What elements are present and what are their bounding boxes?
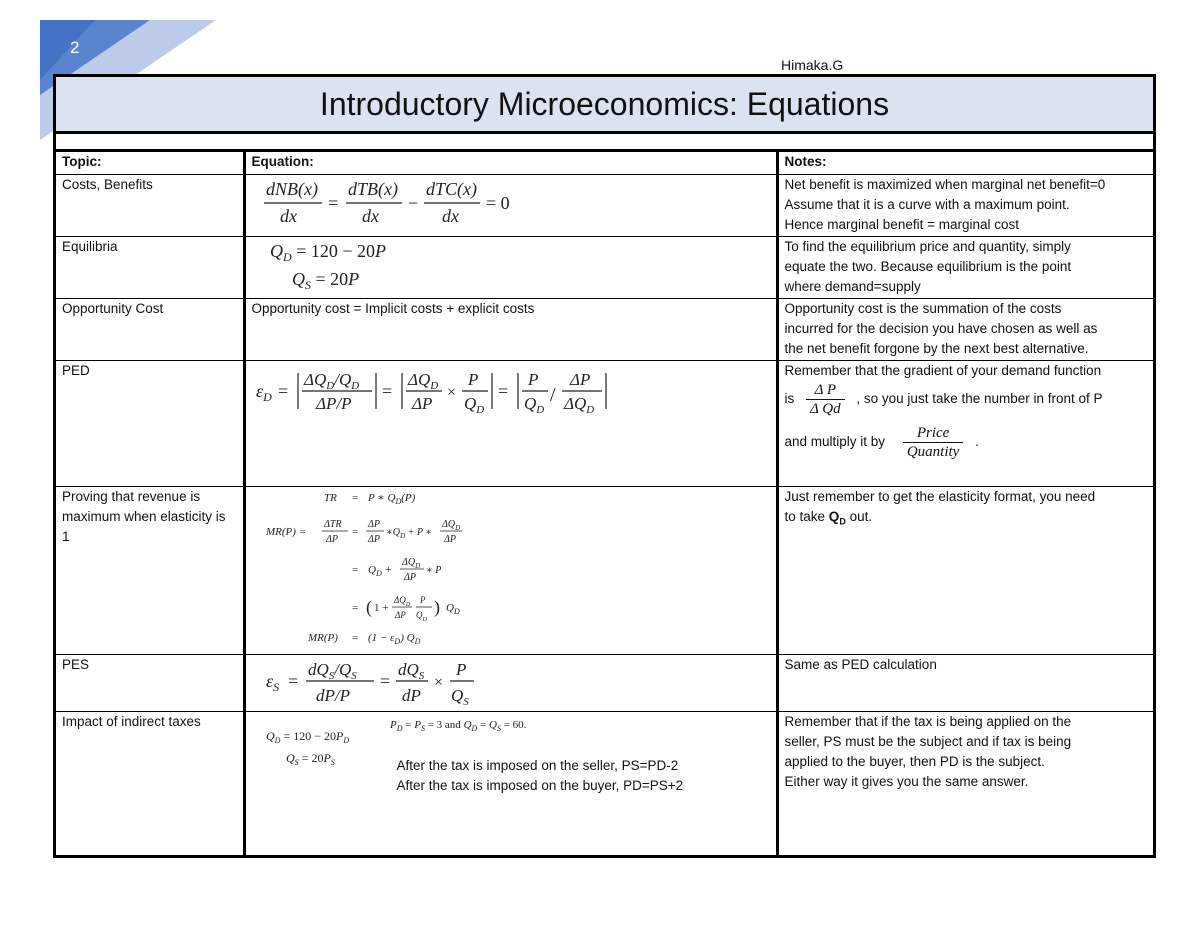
svg-text:/: / [549, 383, 556, 406]
svg-text:P: P [455, 659, 466, 679]
notes-cell [777, 486, 1153, 654]
svg-text:dx: dx [441, 205, 459, 226]
note-line [785, 507, 1148, 532]
marginal-net-benefit-equation [252, 175, 552, 231]
author-name: Himaka.G [781, 57, 844, 73]
svg-text:ΔP: ΔP [443, 533, 456, 545]
pes-equation [252, 655, 482, 709]
table-row [56, 174, 1153, 236]
svg-text:=: = [497, 380, 508, 401]
note-line: Just remember to get the elasticity format, you need [784, 488, 1096, 504]
fraction-numerator: Δ P [806, 381, 845, 400]
svg-text:=: = [351, 631, 358, 644]
table-row [56, 486, 1153, 654]
equations-sheet [53, 74, 1156, 858]
note-line: Assume that it is a curve with a maximum point. [784, 196, 1070, 212]
svg-text:ΔQD/QD: $\Delta Q_D/Q_D$ [303, 369, 359, 392]
supply-demand-equations [252, 237, 452, 293]
tax-seller-note: After the tax is imposed on the seller, PS=PD-2 [396, 757, 679, 773]
svg-text:TR: TR [323, 491, 337, 504]
note-text: is [784, 390, 795, 406]
svg-text:εD: $\varepsilon_D$ [255, 380, 272, 404]
svg-text:P: P [467, 369, 478, 389]
table-row [56, 360, 1153, 486]
svg-text:dNB(x): dNB(x) [265, 178, 318, 199]
note-subscript: D [839, 516, 846, 527]
note-line: equate the two. Because equilibrium is the point [784, 258, 1072, 274]
ped-equation [252, 361, 622, 421]
svg-text:∗ P: ∗ P [425, 564, 441, 576]
note-line: Opportunity cost is the summation of the costs [784, 300, 1062, 316]
svg-text:=: = [379, 670, 390, 691]
equation-cell [244, 486, 777, 654]
svg-text:ΔQD: $\Delta Q_D$ [441, 518, 460, 532]
page-title: Introductory Microeconomics: Equations [319, 85, 890, 122]
svg-text:×: × [446, 383, 456, 401]
table-row [56, 298, 1153, 360]
svg-text:εS: $\varepsilon_S$ [265, 670, 279, 694]
svg-text:ΔQD: $\Delta Q_D$ [407, 369, 438, 392]
svg-text:ΔP: ΔP [411, 393, 432, 413]
note-text: to take [784, 508, 826, 524]
svg-text:dP: dP [401, 685, 421, 705]
note-line [785, 424, 1148, 461]
price-quantity-fraction [903, 424, 964, 461]
note-line: the net benefit forgone by the next best alternative. [784, 340, 1089, 356]
svg-text:dQS/QS: $dQ_S/Q_S$ [307, 659, 357, 682]
note-text: out. [849, 508, 873, 524]
svg-text:ΔP: ΔP [325, 533, 338, 545]
notes-cell [777, 298, 1153, 360]
svg-text:QD = 120 − 20PD: $Q_D = 120 - 20P_D$ [265, 728, 349, 745]
notes-cell [777, 360, 1153, 486]
note-text: and multiply it by [784, 433, 886, 449]
svg-text:dx: dx [361, 205, 379, 226]
svg-text:×: × [433, 673, 443, 691]
svg-text:= 0: = 0 [485, 192, 510, 213]
note-line: seller, PS must be the subject and if tax is being [784, 733, 1072, 749]
svg-text:dQS: $dQ_S$ [397, 659, 424, 682]
table-row [56, 654, 1153, 711]
topic-cell: Impact of indirect taxes [56, 711, 244, 855]
svg-text:ΔTR: ΔTR [323, 518, 342, 530]
equation-cell [244, 360, 777, 486]
note-line [785, 381, 1148, 418]
svg-text:dTB(x): dTB(x) [347, 178, 398, 199]
svg-text:=: = [327, 192, 338, 213]
title-bar [56, 77, 1153, 134]
svg-text:−: − [407, 192, 418, 213]
notes-cell [777, 711, 1153, 855]
svg-text:P: P [419, 594, 425, 605]
page-number: 2 [70, 38, 80, 57]
equation-cell [244, 236, 777, 298]
fraction-denominator: Δ Qd [810, 400, 841, 417]
svg-text:ΔQD: $\Delta Q_D$ [393, 594, 410, 608]
tax-equation-block [252, 714, 770, 793]
fraction-denominator: Quantity [906, 443, 960, 460]
equations-table [56, 152, 1153, 855]
svg-text:QS = 20PS: $Q_S = 20P_S$ [285, 750, 335, 767]
svg-text:ΔP: ΔP [569, 369, 590, 389]
fraction-numerator: Price [903, 424, 964, 443]
svg-text:QD +: $Q_D$ + [367, 563, 392, 578]
svg-text:dTC(x): dTC(x) [425, 178, 477, 199]
header-topic: Topic: [56, 152, 244, 174]
svg-text:QD: $Q_D$ [463, 393, 484, 416]
gradient-fraction [806, 381, 845, 418]
equation-cell: Opportunity cost = Implicit costs + explicit costs [244, 298, 777, 360]
svg-text:=: = [351, 491, 358, 504]
svg-text:QD = 120 − 20P: $Q_D = 120 - 20P$ [269, 240, 386, 264]
svg-text:ΔP: ΔP [403, 571, 416, 583]
svg-text:=: = [277, 380, 288, 401]
svg-text:=: = [351, 601, 358, 614]
revenue-derivation [252, 487, 482, 647]
notes-cell [777, 236, 1153, 298]
topic-cell: Opportunity Cost [56, 298, 244, 360]
svg-text:dx: dx [279, 205, 297, 226]
svg-text:P: P [527, 369, 538, 389]
svg-text:QD: $Q_D$ [415, 609, 427, 623]
spacer-row [56, 131, 1153, 152]
topic-cell: Equilibria [56, 236, 244, 298]
svg-text:ΔQD: $\Delta Q_D$ [401, 556, 420, 570]
header-equation: Equation: [244, 152, 777, 174]
note-text: . [975, 433, 979, 449]
note-line: applied to the buyer, then PD is the subject. [784, 753, 1045, 769]
topic-cell: Costs, Benefits [56, 174, 244, 236]
note-line: Remember that the gradient of your demand function [784, 362, 1102, 378]
equation-cell [244, 711, 777, 855]
svg-text:MR(P) =: MR(P) = [265, 525, 306, 538]
note-line: Same as PED calculation [784, 656, 937, 672]
svg-text:ΔQD: $\Delta Q_D$ [563, 393, 594, 416]
note-line: Hence marginal benefit = marginal cost [784, 216, 1019, 232]
topic-cell: Proving that revenue is maximum when elasticity is 1 [56, 486, 244, 654]
topic-cell: PES [56, 654, 244, 711]
svg-text:=: = [287, 670, 298, 691]
svg-text:MR(P): MR(P) [307, 631, 338, 644]
header-notes: Notes: [777, 152, 1153, 174]
note-text: , so you just take the number in front of P [856, 390, 1103, 406]
svg-text:QD: $Q_D$ [523, 393, 544, 416]
note-line: Remember that if the tax is being applied on the [784, 713, 1072, 729]
svg-text:ΔP: ΔP [367, 533, 380, 545]
note-line: where demand=supply [784, 278, 921, 294]
svg-text:QS = 20P: $Q_S = 20P$ [291, 268, 359, 292]
svg-text:=: = [351, 525, 358, 538]
svg-text:1 +: 1 + [373, 601, 388, 614]
table-row [56, 711, 1153, 855]
svg-text:(1 − εD) QD: $(1 - \varepsilon_D)$ $Q_D$ [367, 631, 420, 646]
notes-cell [777, 654, 1153, 711]
svg-text:QS: $Q_S$ [450, 685, 469, 708]
svg-text:=: = [381, 380, 392, 401]
header-row [56, 152, 1153, 174]
svg-text:P ∗ QD(P): P ∗ $Q_D(P)$ [367, 491, 415, 506]
table-row [56, 236, 1153, 298]
tax-buyer-note: After the tax is imposed on the buyer, PD=PS+2 [396, 777, 684, 793]
svg-text:ΔP/P: ΔP/P [315, 393, 351, 413]
note-line: Either way it gives you the same answer. [784, 773, 1029, 789]
svg-text:ΔP: ΔP [367, 518, 380, 530]
svg-text:ΔP: ΔP [394, 609, 406, 620]
equation-cell [244, 174, 777, 236]
svg-text:=: = [351, 563, 358, 576]
svg-text:): ) [433, 596, 440, 617]
note-line: Net benefit is maximized when marginal net benefit=0 [784, 176, 1106, 192]
topic-cell: PED [56, 360, 244, 486]
svg-text:(: ( [365, 596, 372, 617]
svg-text:PD = PS = 3 and QD = QS = 60.: $P_D = P_S = 3$ and $Q_D = Q_S = 60$. [389, 718, 526, 733]
svg-text:QD: $Q_D$ [445, 601, 460, 616]
note-line: To find the equilibrium price and quantity, simply [784, 238, 1071, 254]
equation-cell [244, 654, 777, 711]
note-emphasis: Q [828, 508, 840, 524]
svg-text:∗QD + P ∗: $∗Q_D + P$ ∗ [385, 526, 432, 540]
notes-cell [777, 174, 1153, 236]
svg-text:dP/P: dP/P [315, 685, 350, 705]
note-line: incurred for the decision you have chosen as well as [784, 320, 1098, 336]
